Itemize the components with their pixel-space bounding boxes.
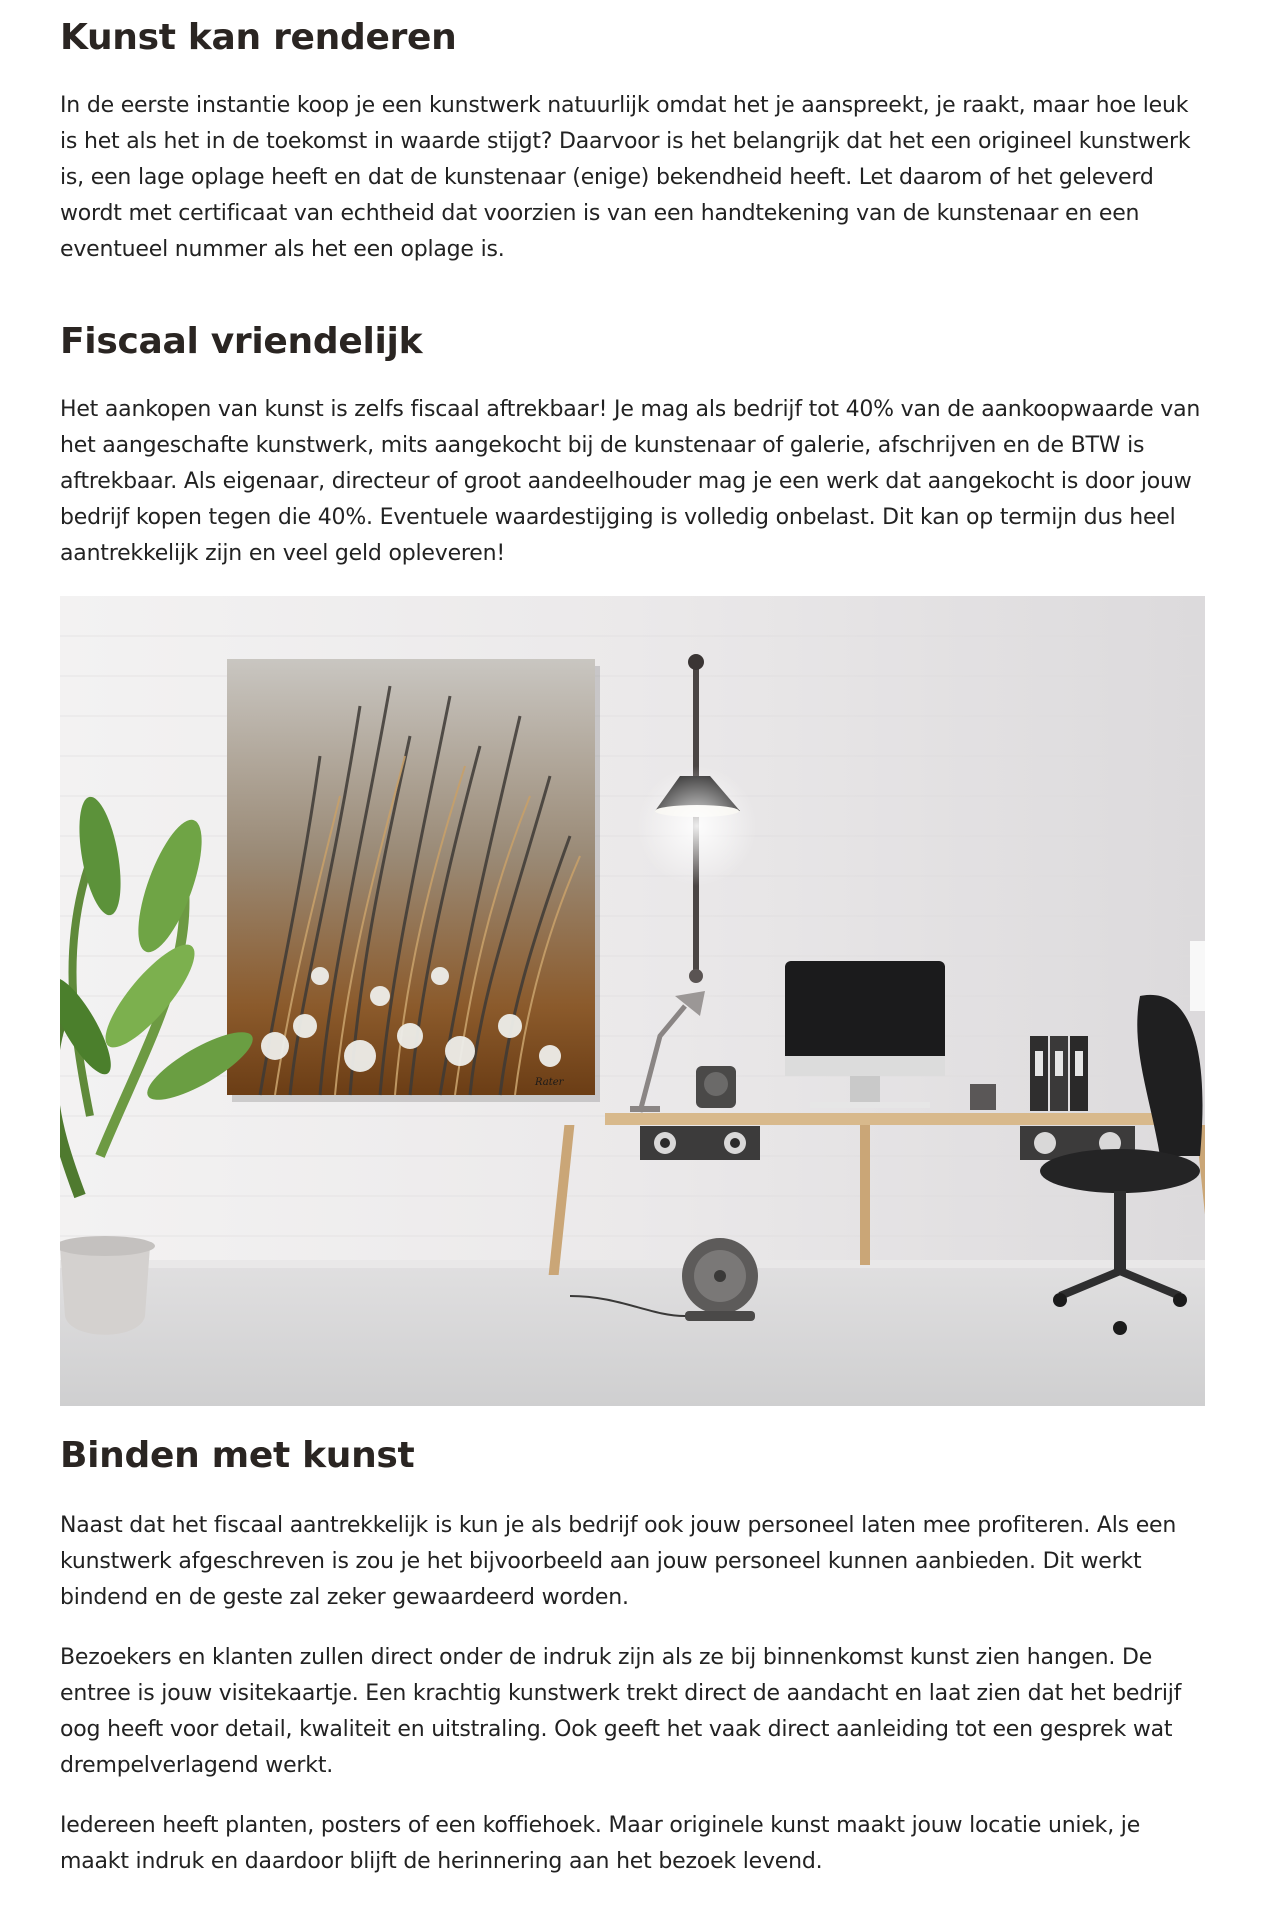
artwork-signature: Rater	[535, 1077, 564, 1088]
section-paragraph: Bezoekers en klanten zullen direct onder de indruk zijn als ze bij binnenkomst kunst zien hangen. De entree is jouw visitekaartje. Een krachtig kunstwerk trekt direct de aandacht en laat zien dat het bedrijf oog heeft voor detail, kwaliteit en uitstraling. Ook geeft het vaak direct aanleiding tot een gesprek wat drempelverlagend werkt.	[60, 1645, 1182, 1778]
desk-clock	[696, 1066, 736, 1108]
section-heading-kunst-kan-renderen: Kunst kan renderen	[60, 17, 457, 58]
office-artwork-photo	[60, 596, 1205, 1406]
section-paragraph: Iedereen heeft planten, posters of een koffiehoek. Maar originele kunst maakt jouw locatie uniek, je maakt indruk en daardoor blijft de herinnering aan het bezoek levend.	[60, 1813, 1141, 1874]
floor	[60, 1266, 1205, 1406]
section-heading-binden-met-kunst: Binden met kunst	[60, 1435, 415, 1476]
section-paragraph: Het aankopen van kunst is zelfs fiscaal aftrekbaar! Je mag als bedrijf tot 40% van de aankoopwaarde van het aangeschafte kunstwerk, mits aangekocht bij de kunstenaar of galerie, afschrijven en de BTW is aftrekbaar. Als eigenaar, directeur of groot aandeelhouder mag je een werk dat aangekocht is door jouw bedrijf kopen tegen die 40%. Eventuele waardestijging is volledig onbelast. Dit kan op termijn dus heel aantrekkelijk zijn en veel geld opleveren!	[60, 397, 1201, 566]
section-paragraph: In de eerste instantie koop je een kunstwerk natuurlijk omdat het je aanspreekt, je raakt, maar hoe leuk is het als het in de toekomst in waarde stijgt? Daarvoor is het belangrijk dat het een origineel kunstwerk is, een lage oplage heeft en dat de kunstenaar (enige) bekendheid heeft. Let daarom of het geleverd wordt met certificaat van echtheid dat voorzien is van een handtekening van de kunstenaar en een eventueel nummer als het een oplage is.	[60, 93, 1191, 262]
artwork-painting	[227, 659, 595, 1095]
section-heading-fiscaal-vriendelijk: Fiscaal vriendelijk	[60, 321, 423, 362]
section-paragraph: Naast dat het fiscaal aantrekkelijk is kun je als bedrijf ook jouw personeel laten mee profiteren. Als een kunstwerk afgeschreven is zou je het bijvoorbeeld aan jouw personeel kunnen aanbieden. Dit werkt bindend en de geste zal zeker gewaardeerd worden.	[60, 1513, 1177, 1610]
